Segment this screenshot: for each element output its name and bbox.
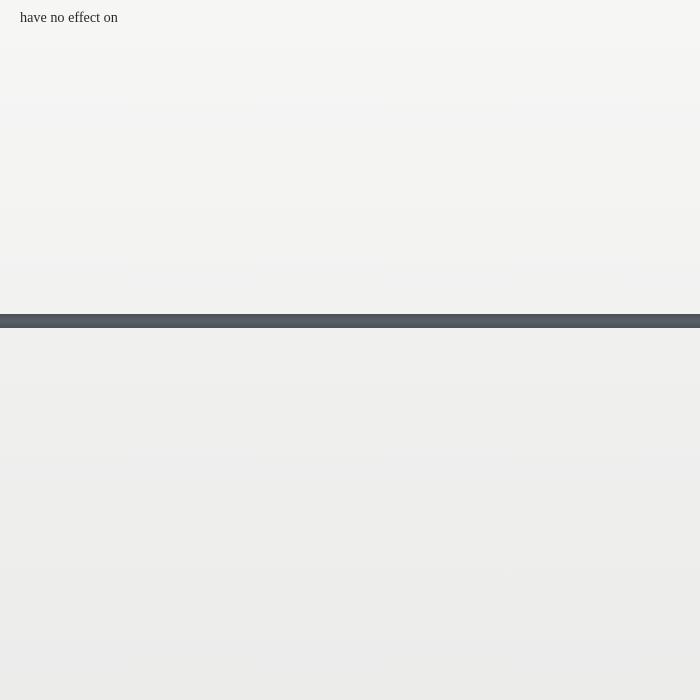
question-11 [20,5,680,33]
sheet-divider [0,314,700,328]
question-11-text [20,5,680,33]
upper-sheet [0,0,700,314]
question-11-line-1: have no effect on [20,10,118,26]
lower-sheet [0,328,700,700]
